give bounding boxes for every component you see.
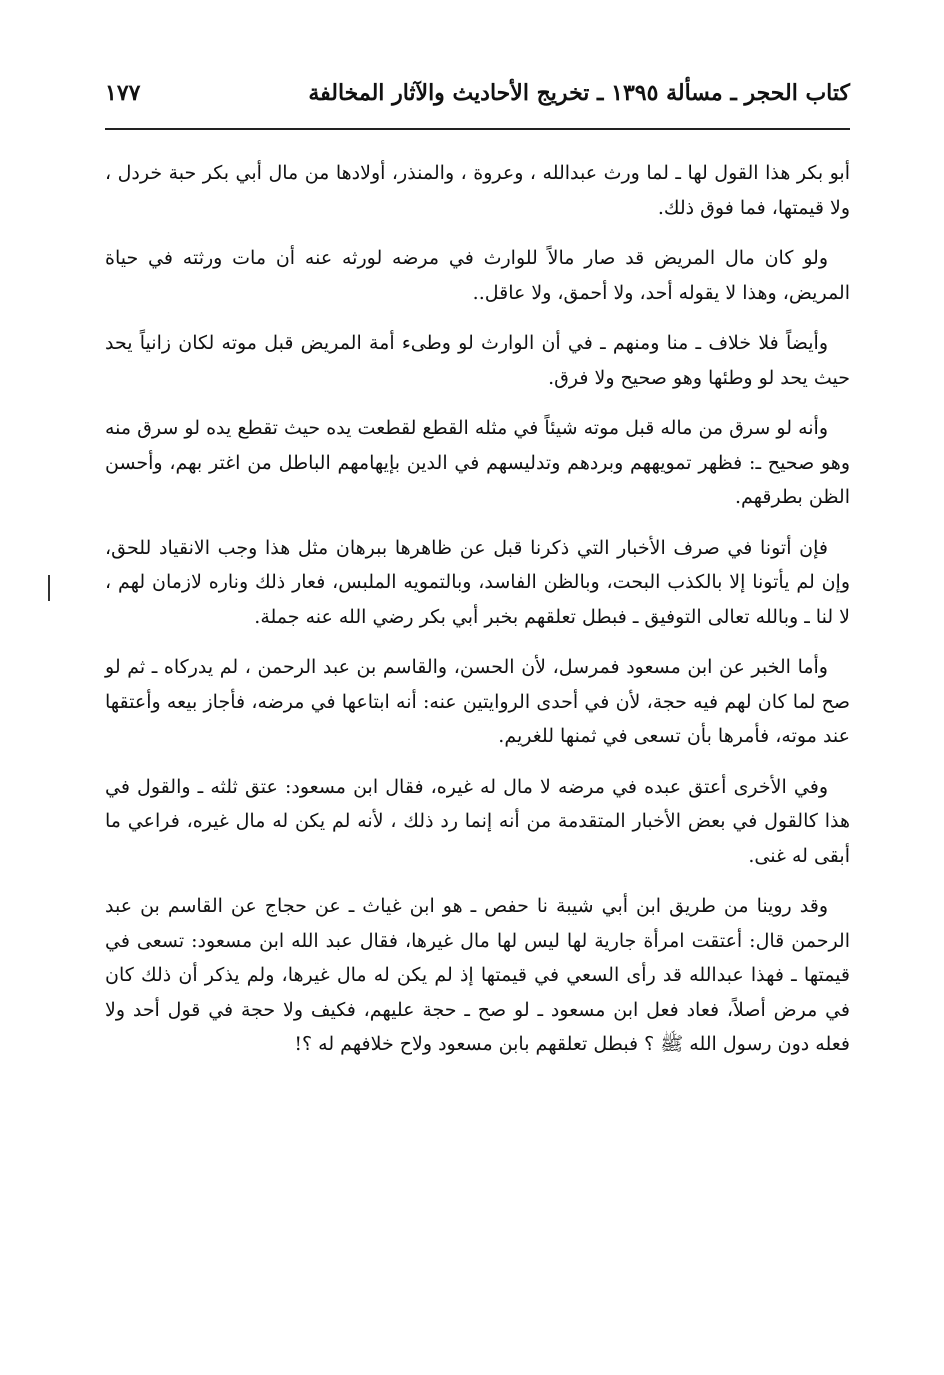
header-rule <box>105 128 850 130</box>
paragraph: وأيضاً فلا خلاف ـ منا ومنهم ـ في أن الوارث لو وطىء أمة المريض قبل موته لكان زانياً يحد حيث يحد لو وطئها وهو صحيح ولا فرق. <box>105 332 850 389</box>
page-number: ١٧٧ <box>105 80 141 106</box>
paragraph: وقد روينا من طريق ابن أبي شيبة نا حفص ـ هو ابن غياث ـ عن حجاج عن القاسم بن عبد الرحمن قال: أعتقت امرأة جارية لها ليس لها مال غيرها، فقال عبد الله ابن مسعود: تسعى في قيمتها ـ فهذا عبدالله قد رأى السعي في قيمتها إذ لم يكن له مال غيرها، ولم يذكر أن ذلك كان في مرض أصلاً، فعاد فعل ابن مسعود ـ لو صح ـ حجة عليهم، فكيف ولا حجة في قول أحد ولا فعله دون رسول الله ﷺ ؟ فبطل تعلقهم بابن مسعود ولاح خلافهم له ؟! <box>105 895 850 1055</box>
paragraph: وأنه لو سرق من ماله قبل موته شيئاً في مثله القطع لقطعت يده حيث تقطع يده لو سرق منه وهو صحيح ـ: فظهر تمويههم وبردهم وتدليسهم في الدين بإيهامهم الباطل من اغتر بهم، وأحسن الظن بطرقهم. <box>105 417 850 508</box>
body-text <box>105 156 850 1062</box>
paragraph: أبو بكر هذا القول لها ـ لما ورث عبدالله ، وعروة ، والمنذر، أولادها من مال أبي بكر حبة خردل ، ولا قيمتها، فما فوق ذلك. <box>105 162 850 219</box>
paragraph: وفي الأخرى أعتق عبده في مرضه لا مال له غيره، فقال ابن مسعود: عتق ثلثه ـ والقول في هذا كالقول في بعض الأخبار المتقدمة من أنه إنما رد ذلك ، لأنه لم يكن له مال غيره، فراعي ما أبقى له غنى. <box>105 775 850 867</box>
margin-scan-mark <box>48 575 50 601</box>
running-header <box>105 70 850 116</box>
paragraph: فإن أتونا في صرف الأخبار التي ذكرنا قبل عن ظاهرها ببرهان مثل هذا وجب الانقياد للحق، وإن لم يأتونا إلا بالكذب البحت، وبالظن الفاسد، وبالتمويه الملبس، فعار ذلك وناره لازمان لهم ، لا لنا ـ وبالله تعالى التوفيق ـ فبطل تعلقهم بخبر أبي بكر رضي الله عنه جملة. <box>105 536 850 628</box>
header-title: كتاب الحجر ـ مسألة ١٣٩٥ ـ تخريج الأحاديث والآثار المخالفة <box>308 80 850 106</box>
paragraph: وأما الخبر عن ابن مسعود فمرسل، لأن الحسن، والقاسم بن عبد الرحمن ، لم يدركاه ـ ثم لو صح لما كان لهم فيه حجة، لأن في أحدى الروايتين عنه: أنه ابتاعها في مرضه، فأجاز بيعه وأعتقها عند موته، فأمرها بأن تسعى في ثمنها للغريم. <box>105 656 850 747</box>
paragraph: ولو كان مال المريض قد صار مالاً للوارث في مرضه لورثه عنه أن مات ورثته في حياة المريض، وهذا لا يقوله أحد، ولا أحمق، ولا عاقل.. <box>105 247 850 304</box>
document-page <box>105 70 850 1078</box>
